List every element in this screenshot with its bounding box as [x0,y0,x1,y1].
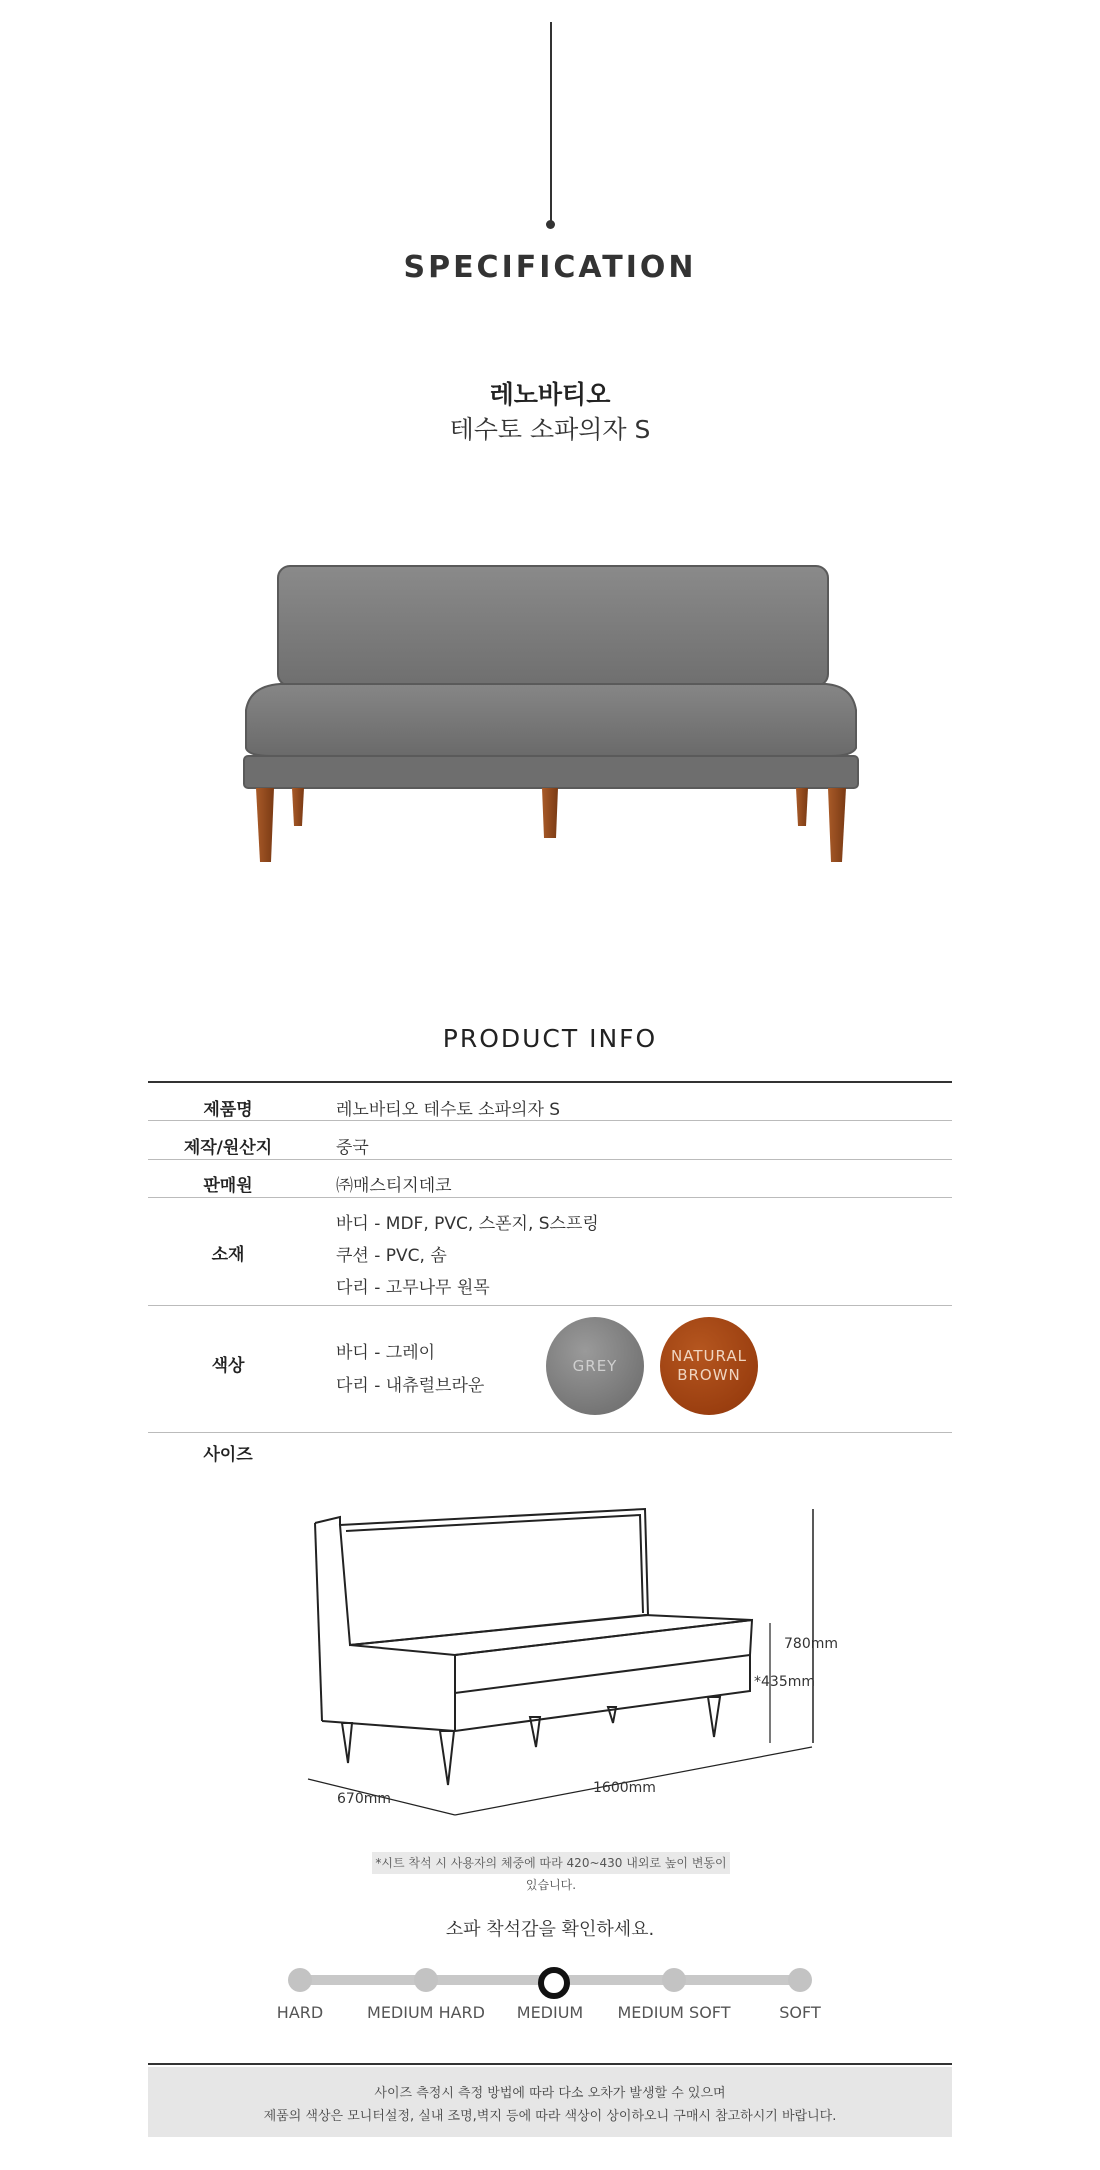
dimension-depth: 670mm [337,1791,391,1807]
comfort-dot-medium-selected [538,1967,570,1999]
dimension-seat-height: *435mm [754,1674,815,1690]
product-name: 테수토 소파의자 S [449,415,651,444]
row-divider [148,1159,952,1160]
value-color-body: 바디 - 그레이 [336,1343,436,1363]
swatch-brown-label-1: NATURAL [671,1347,747,1365]
swatch-natural-brown [660,1317,758,1415]
row-divider [148,1305,952,1306]
comfort-label-soft: SOFT [779,2003,821,2022]
seat-height-note: *시트 착석 시 사용자의 체중에 따라 420~430 내외로 높이 변동이 있습니다. [372,1852,730,1874]
row-divider [148,1197,952,1198]
comfort-dot-hard [288,1968,312,1992]
comfort-dot-soft [788,1968,812,1992]
comfort-dot-medium-soft [662,1968,686,1992]
value-material-legs: 다리 - 고무나무 원목 [336,1278,490,1298]
swatch-grey [546,1317,644,1415]
label-color: 색상 [211,1356,245,1376]
divider-line [550,22,552,222]
dimension-height: 780mm [784,1636,838,1652]
table-top-rule [148,1081,952,1083]
value-seller: ㈜매스티지데코 [336,1176,452,1196]
comfort-label-medium: MEDIUM [516,2003,584,2022]
sofa-product-image [230,550,870,880]
comfort-label-medium-soft: MEDIUM SOFT [617,2003,731,2022]
comfort-label-medium-hard: MEDIUM HARD [367,2003,485,2022]
comfort-label-hard: HARD [276,2003,324,2022]
divider-dot [546,220,555,229]
value-color-legs: 다리 - 내츄럴브라운 [336,1376,485,1396]
value-product-name: 레노바티오 테수토 소파의자 S [336,1100,561,1120]
value-origin: 중국 [336,1138,369,1158]
section-title-product-info: PRODUCT INFO [442,1024,658,1053]
dimension-width: 1600mm [593,1780,656,1796]
footer-notice-line-2: 제품의 색상은 모니터설정, 실내 조명,벽지 등에 따라 색상이 상이하오니 구매시 참고하시기 바랍니다. [263,2109,837,2124]
label-material: 소재 [211,1245,245,1265]
comfort-title: 소파 착석감을 확인하세요. [445,1919,655,1940]
value-material-cushion: 쿠션 - PVC, 솜 [336,1246,447,1266]
row-divider [148,1432,952,1433]
label-seller: 판매원 [203,1176,253,1196]
footer-notice-box [148,2067,952,2137]
value-material-body: 바디 - MDF, PVC, 스폰지, S스프링 [336,1214,599,1234]
page-title: SPECIFICATION [403,250,697,285]
footer-rule [148,2063,952,2065]
label-product-name: 제품명 [203,1100,253,1120]
brand-name: 레노바티오 [489,380,611,409]
row-divider [148,1120,952,1121]
label-origin: 제작/원산지 [183,1138,273,1158]
swatch-grey-label: GREY [572,1356,618,1375]
label-size: 사이즈 [203,1445,253,1465]
swatch-brown-label-2: BROWN [677,1366,741,1384]
footer-notice-line-1: 사이즈 측정시 측정 방법에 따라 다소 오차가 발생할 수 있으며 [374,2086,726,2101]
comfort-dot-medium-hard [414,1968,438,1992]
sofa-dimension-drawing [300,1495,840,1835]
